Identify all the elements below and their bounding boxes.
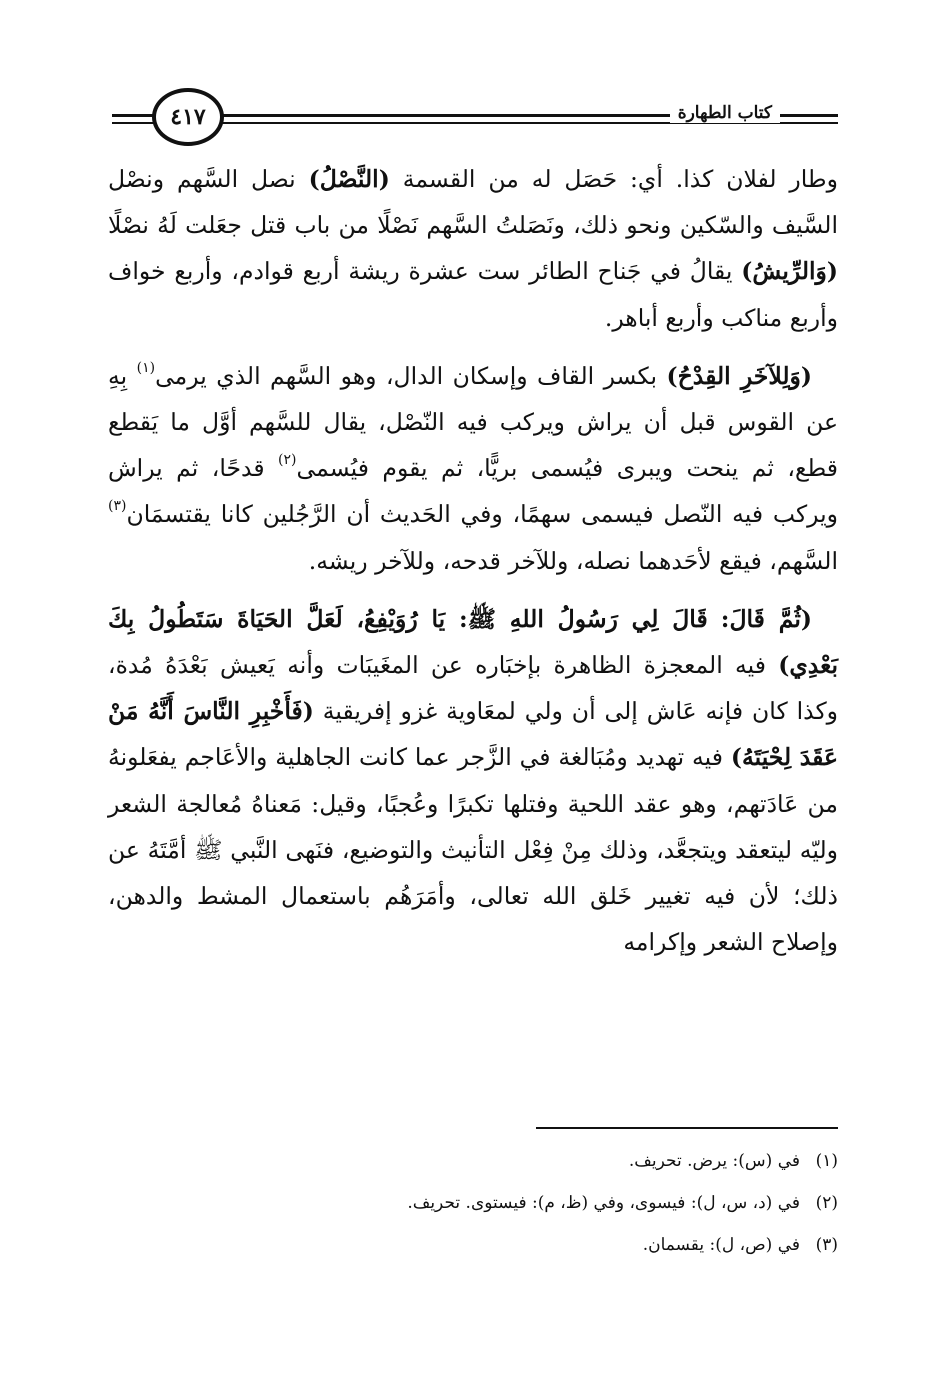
main-text <box>108 156 838 965</box>
text-run: السَّهم، فيقع لأحَدهما نصله، وللآخر قدحه، وللآخر ريشه. <box>308 546 838 575</box>
paragraph <box>108 596 838 966</box>
text-run: نصل السَّهم ونصْل السَّيف والسّكين ونحو ذلك، ونَصَلتُ السَّهم نَصْلًا من باب قتل جعَلت لَهُ نصْلًا <box>108 165 838 240</box>
hadith-quote: (فَأَخْبِرِ النَّاسَ أَنَّهُ مَنْ عَقَدَ لِحْيَتَهُ) <box>108 697 838 772</box>
running-header <box>112 88 838 148</box>
footnote-separator <box>536 1127 838 1129</box>
hadith-quote: (وَالرِّيشُ) <box>741 257 838 286</box>
text-run: وطار لفلان كذا. أي: حَصَل له من القسمة <box>389 165 838 193</box>
chapter-title: كتاب الطهارة <box>670 103 780 123</box>
text-run: فيه المعجزة الظاهرة بإخبَاره عن المغَيبَات وأنه يَعيش بَعْدَهُ مُدة، وكذا كان فإنه عَاش إلى أن ولي لمعَاوية غزو إفريقية <box>108 651 838 726</box>
footnote <box>108 1182 838 1224</box>
hadith-quote: (ثُمَّ قَالَ: <box>720 604 812 633</box>
footnote-ref: (١) <box>136 359 156 376</box>
hadith-quote: (النَّصْلُ) <box>308 165 390 193</box>
text-run <box>708 605 721 633</box>
text-run: بكسر القاف وإسكان الدال، وهو السَّهم الذي يرمى <box>155 361 667 390</box>
footnote-number: (٣) <box>815 1235 838 1255</box>
paragraph <box>108 156 838 341</box>
footnotes <box>108 1140 838 1266</box>
footnote <box>108 1224 838 1266</box>
footnote-text: في (س): يرض. تحريف. <box>628 1151 800 1171</box>
hadith-quote: قَالَ لِي رَسُولُ اللهِ ﷺ: يَا رُوَيْفِعُ، لَعَلَّ الحَيَاةَ سَتَطُولُ بِكَ بَعْدِي) <box>108 604 838 680</box>
footnote-text: في (ص، ل): يقسمان. <box>642 1235 800 1255</box>
text-run: فيه تهديد ومُبَالغة في الزَّجر عما كانت الجاهلية والأعَاجم يفعَلونهُ من عَادَتهم، وهو عقد اللحية وفتلها تكبرًا وعُجبًا، وقيل: مَعناهُ مُعالجة الشعر وليّه ليتعقد ويتجعَّد، وذلك مِنْ فِعْل التأنيث والتوضيع، فنَهى النَّبي ﷺ أمَّتَهُ عن ذلك؛ لأن فيه تغيير خَلق الله تعالى، وأمَرَهُم باستعمال المشط والدهن، وإصلاح الشعر وإكرامه <box>108 743 838 957</box>
paragraph <box>108 353 838 584</box>
text-run: يقالُ في جَناح الطائر ست عشرة ريشة أربع قوادم، وأربع خواف وأربع مناكب وأربع أباهر. <box>108 257 838 332</box>
footnote-number: (١) <box>815 1151 838 1171</box>
footnote-ref: (٢) <box>278 452 297 469</box>
footnote <box>108 1140 838 1182</box>
hadith-quote: (وَلِلآخَرِ القِدْحُ) <box>666 361 812 390</box>
text-run: قدحًا، ثم يراش ويركب فيه النّصل فيسمى سهمًا، وفي الحَديث أن الرَّجُلين كانا يقتسمَان <box>108 454 838 529</box>
footnote-ref: (٣) <box>108 498 127 515</box>
footnote-number: (٢) <box>815 1193 838 1213</box>
page-number-badge: ٤١٧ <box>152 88 224 146</box>
footnote-text: في (د، س، ل): فيسوى، وفي (ظ، م): فيستوى. تحريف. <box>407 1193 800 1213</box>
text-run: بِهِ عن القوس قبل أن يراش ويركب فيه النّصْل، يقال للسَّهم أوَّل ما يَقطع قطع، ثم ينحت ويبرى فيُسمى بريًّا، ثم يقوم فيُسمى <box>108 361 838 483</box>
